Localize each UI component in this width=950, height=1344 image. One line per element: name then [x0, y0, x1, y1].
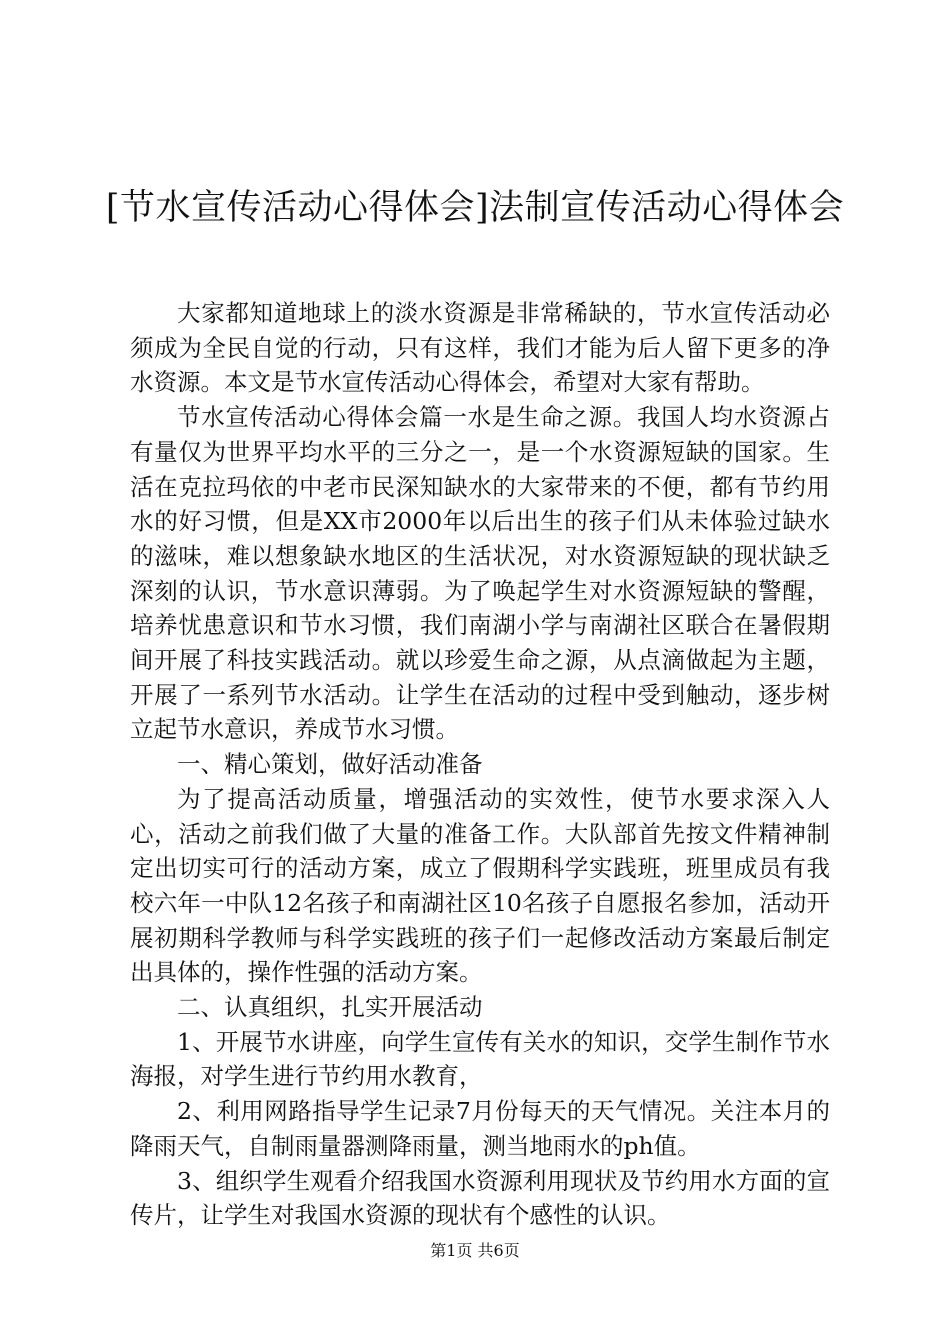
paragraph-intro: 大家都知道地球上的淡水资源是非常稀缺的，节水宣传活动必须成为全民自觉的行动，只有这样，我们才能为后人留下更多的净水资源。本文是节水宣传活动心得体会，希望对大家有帮助。: [130, 299, 830, 397]
heading-organizing: 二、认真组织，扎实开展活动: [177, 993, 483, 1022]
list-item-3: 3、组织学生观看介绍我国水资源利用现状及节约用水方面的宣传片，让学生对我国水资源的现状有个感性的认识。: [130, 1166, 830, 1230]
list-item-1: 1、开展节水讲座，向学生宣传有关水的知识，交学生制作节水海报，对学生进行节约用水教育，: [130, 1027, 830, 1091]
heading-planning: 一、精心策划，做好活动准备: [177, 750, 483, 779]
paragraph-section-one: 节水宣传活动心得体会篇一水是生命之源。我国人均水资源占有量仅为世界平均水平的三分之一，是一个水资源短缺的国家。生活在克拉玛依的中老市民深知缺水的大家带来的不便，都有节约用水的好习惯，但是XX市2000年以后出生的孩子们从未体验过缺水的滋味，难以想象缺水地区的生活状况，对水资源短缺的现状缺乏深刻的认识，节水意识薄弱。为了唤起学生对水资源短缺的警醒，培养忧患意识和节水习惯，我们南湖小学与南湖社区联合在暑假期间开展了科技实践活动。就以珍爱生命之源，从点滴做起为主题，开展了一系列节水活动。让学生在活动的过程中受到触动，逐步树立起节水意识，养成节水习惯。: [130, 403, 830, 744]
document-title: [节水宣传活动心得体会]法制宣传活动心得体会: [105, 188, 845, 228]
document-body: [130, 296, 830, 1233]
page-footer: 第1页 共6页: [430, 1241, 520, 1260]
list-item-2: 2、利用网路指导学生记录7月份每天的天气情况。关注本月的降雨天气，自制雨量器测降雨量，测当地雨水的ph值。: [130, 1097, 830, 1160]
paragraph-planning: 为了提高活动质量，增强活动的实效性，使节水要求深入人心，活动之前我们做了大量的准备工作。大队部首先按文件精神制定出切实可行的活动方案，成立了假期科学实践班，班里成员有我校六年一中队12名孩子和南湖社区10名孩子自愿报名参加，活动开展初期科学教师与科学实践班的孩子们一起修改活动方案最后制定出具体的，操作性强的活动方案。: [130, 784, 830, 987]
